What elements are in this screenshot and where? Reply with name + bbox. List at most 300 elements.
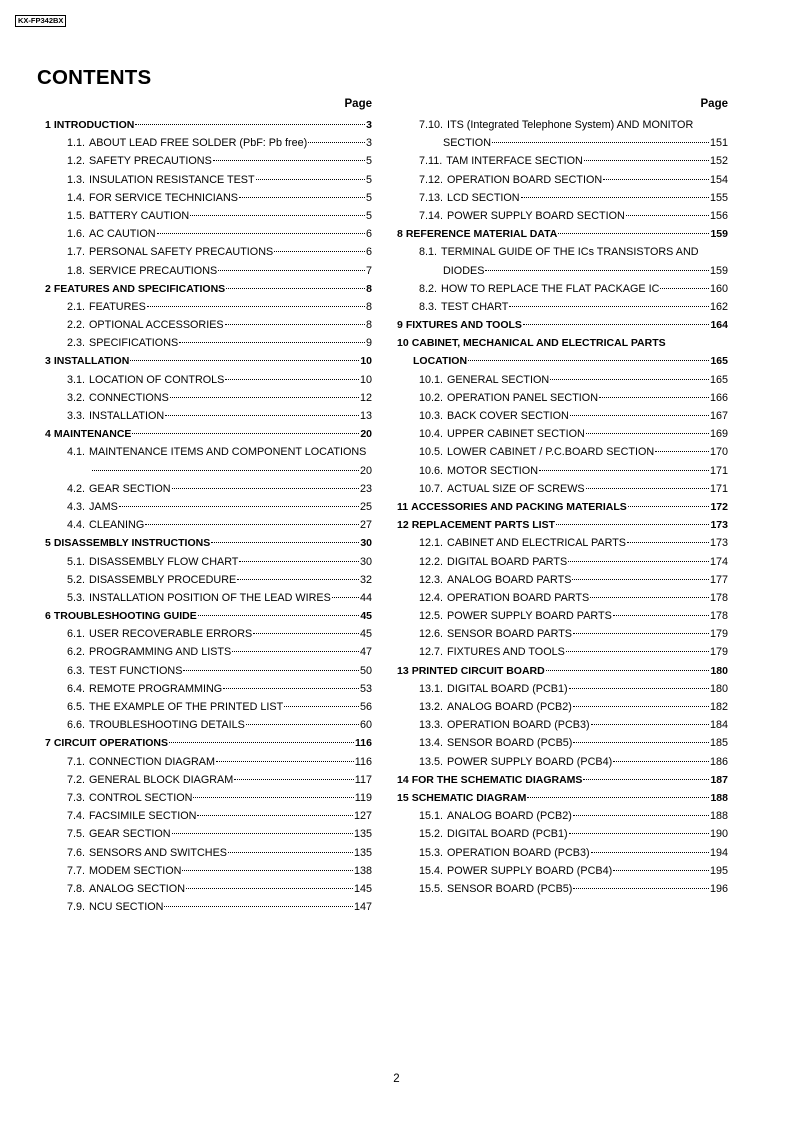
- dot-leader: [182, 870, 353, 871]
- toc-entry-number: 7.11.: [419, 155, 443, 168]
- toc-entry[interactable]: [397, 734, 728, 752]
- toc-entry-page: 6: [365, 228, 372, 241]
- toc-entry[interactable]: [45, 334, 372, 352]
- toc-entry[interactable]: [397, 316, 728, 334]
- toc-entry[interactable]: [397, 425, 728, 443]
- dot-leader: [225, 324, 365, 325]
- toc-entry-number: 10.1.: [419, 373, 444, 386]
- toc-entry-title: UPPER CABINET SECTION: [447, 428, 585, 441]
- dot-leader: [523, 324, 710, 325]
- dot-leader: [216, 761, 354, 762]
- toc-entry-title: TROUBLESHOOTING DETAILS: [89, 719, 245, 732]
- toc-entry[interactable]: [45, 116, 372, 134]
- toc-entry-title: MODEM SECTION: [89, 864, 182, 877]
- toc-entry-title: MAINTENANCE: [53, 428, 132, 441]
- toc-entry[interactable]: [397, 607, 728, 625]
- toc-entry-page: 178: [709, 591, 728, 604]
- toc-entry-number: 1.7.: [67, 246, 86, 259]
- toc-entry[interactable]: [45, 443, 372, 461]
- toc-entry-title: DIGITAL BOARD (PCB1): [447, 828, 568, 841]
- toc-entry[interactable]: [45, 262, 372, 280]
- toc-entry[interactable]: [45, 589, 372, 607]
- toc-entry-title: HOW TO REPLACE THE FLAT PACKAGE IC: [441, 282, 660, 295]
- toc-entry[interactable]: [45, 607, 372, 625]
- dot-leader: [157, 233, 365, 234]
- toc-entry-number: 3.3.: [67, 410, 86, 422]
- toc-entry[interactable]: [45, 407, 372, 425]
- dot-leader: [566, 651, 709, 652]
- toc-entry-page: 7: [365, 264, 372, 277]
- toc-entry-page: 190: [709, 828, 728, 841]
- toc-entry[interactable]: [397, 625, 728, 643]
- dot-leader: [550, 379, 709, 380]
- toc-entry-number: 7.3.: [67, 791, 86, 804]
- toc-entry[interactable]: [45, 189, 372, 207]
- toc-entry[interactable]: [45, 152, 372, 170]
- dot-leader: [570, 415, 709, 416]
- dot-leader: [145, 524, 359, 525]
- toc-entry[interactable]: [397, 862, 728, 880]
- toc-entry[interactable]: [397, 789, 728, 807]
- toc-entry-title: CABINET, MECHANICAL AND ELECTRICAL PARTS: [411, 337, 666, 350]
- toc-entry-title: TEST CHART: [441, 300, 509, 313]
- toc-entry-title: ITS (Integrated Telephone System) AND MONITOR: [447, 119, 694, 131]
- toc-entry[interactable]: [397, 880, 728, 898]
- dot-leader: [119, 506, 359, 507]
- toc-entry[interactable]: [397, 589, 728, 607]
- toc-entry[interactable]: [45, 462, 372, 480]
- toc-left-column: [45, 95, 372, 916]
- toc-entry[interactable]: [397, 225, 728, 243]
- toc-entry[interactable]: [45, 371, 372, 389]
- dot-leader: [172, 488, 359, 489]
- toc-entry[interactable]: [397, 516, 728, 534]
- toc-entry-title: REMOTE PROGRAMMING: [89, 682, 223, 695]
- dot-leader: [591, 724, 709, 725]
- toc-entry-page: 165: [710, 355, 728, 368]
- toc-entry-number: 4.3.: [67, 500, 86, 513]
- toc-entry-number: 7.1.: [67, 755, 86, 768]
- toc-entry-number: 1.6.: [67, 228, 86, 241]
- toc-entry-page: 53: [359, 682, 372, 695]
- toc-entry-page: 32: [359, 573, 372, 586]
- toc-entry-page: 156: [709, 209, 728, 222]
- toc-entry-number: 10: [397, 337, 409, 350]
- toc-entry[interactable]: [397, 480, 728, 498]
- toc-entry-title: FIXTURES AND TOOLS: [447, 646, 565, 659]
- toc-entry-title: ANALOG BOARD (PCB2): [447, 810, 572, 823]
- toc-entry-number: 12.4.: [419, 591, 444, 604]
- toc-entry-page: 9: [365, 337, 372, 350]
- toc-entry-number: 6.3.: [67, 664, 86, 677]
- toc-entry[interactable]: [397, 243, 728, 261]
- toc-entry[interactable]: [397, 571, 728, 589]
- toc-entry-title: INSTALLATION POSITION OF THE LEAD WIRES: [89, 591, 331, 604]
- toc-entry-title: ANALOG BOARD (PCB2): [447, 701, 572, 713]
- toc-entry[interactable]: [45, 880, 372, 898]
- toc-entry-page: 159: [709, 264, 728, 277]
- dot-leader: [225, 379, 359, 380]
- dot-leader: [332, 597, 359, 598]
- toc-entry-page: 164: [710, 319, 728, 332]
- dot-leader: [256, 179, 365, 180]
- toc-entry[interactable]: [45, 352, 372, 370]
- toc-entry[interactable]: [45, 553, 372, 571]
- toc-entry-title: SENSOR BOARD PARTS: [447, 628, 573, 641]
- toc-entry-title: TROUBLESHOOTING GUIDE: [53, 610, 197, 623]
- toc-entry[interactable]: [45, 171, 372, 189]
- toc-entry-title: GENERAL BLOCK DIAGRAM: [89, 773, 234, 786]
- toc-entry[interactable]: [397, 171, 728, 189]
- dot-leader: [232, 651, 359, 652]
- toc-entry-title: FEATURES AND SPECIFICATIONS: [53, 282, 226, 295]
- dot-leader: [485, 270, 709, 271]
- toc-entry-page: 187: [710, 773, 728, 786]
- toc-entry-title: INTRODUCTION: [53, 119, 135, 131]
- toc-entry[interactable]: [45, 316, 372, 334]
- toc-entry[interactable]: [397, 371, 728, 389]
- toc-entry[interactable]: [45, 498, 372, 516]
- dot-leader: [613, 761, 709, 762]
- toc-entry[interactable]: [397, 462, 728, 480]
- toc-entry-number: 4.4.: [67, 519, 86, 532]
- dot-leader: [147, 306, 365, 307]
- toc-entry[interactable]: [45, 716, 372, 734]
- toc-entry-page: 185: [709, 737, 728, 750]
- dot-leader: [468, 360, 709, 361]
- toc-entry-number: 12.5.: [419, 610, 444, 623]
- toc-entry-number: 4.2.: [67, 482, 86, 495]
- toc-entry-number: 1: [45, 119, 51, 131]
- toc-entry-number: 6.4.: [67, 682, 86, 695]
- toc-entry-number: 7.12.: [419, 173, 444, 186]
- toc-entry[interactable]: [45, 280, 372, 298]
- toc-entry-number: 13.4.: [419, 737, 444, 750]
- toc-entry-title: USER RECOVERABLE ERRORS: [89, 628, 253, 641]
- toc-entry[interactable]: [45, 625, 372, 643]
- toc-entry[interactable]: [45, 734, 372, 752]
- toc-entry-number: 3.1.: [67, 373, 86, 386]
- dot-leader: [573, 706, 709, 707]
- dot-leader: [190, 215, 365, 216]
- toc-entry-title: AC CAUTION: [89, 228, 156, 241]
- toc-entry-number: 1.5.: [67, 209, 86, 222]
- toc-entry-title: INSTALLATION: [89, 410, 165, 422]
- toc-entry-title: LOWER CABINET / P.C.BOARD SECTION: [447, 446, 655, 459]
- toc-entry[interactable]: [45, 844, 372, 862]
- toc-entry[interactable]: [397, 753, 728, 771]
- toc-entry[interactable]: [397, 698, 728, 716]
- toc-entry-title: MAINTENANCE ITEMS AND COMPONENT LOCATIONS: [89, 446, 367, 459]
- toc-entry[interactable]: [45, 225, 372, 243]
- toc-entry-page: 155: [709, 191, 728, 204]
- page-title: CONTENTS: [37, 66, 152, 89]
- toc-entry[interactable]: [45, 680, 372, 698]
- toc-entry-number: 1.1.: [67, 137, 86, 150]
- toc-entry-page: 180: [709, 682, 728, 695]
- toc-entry[interactable]: [45, 825, 372, 843]
- dot-leader: [223, 688, 359, 689]
- toc-entry-page: 194: [709, 846, 728, 859]
- toc-entry-number: 6.5.: [67, 701, 86, 713]
- toc-entry-page: 20: [359, 464, 372, 477]
- toc-entry[interactable]: [45, 480, 372, 498]
- toc-entry-page: 195: [709, 864, 728, 877]
- toc-entry-title: GEAR SECTION: [89, 482, 171, 495]
- dot-leader: [628, 506, 710, 507]
- toc-entry-number: 13: [397, 664, 409, 677]
- toc-entry-title: OPERATION PANEL SECTION: [447, 391, 598, 404]
- toc-entry-title: CONNECTIONS: [89, 391, 169, 404]
- toc-entry[interactable]: [45, 207, 372, 225]
- toc-entry-title: PROGRAMMING AND LISTS: [89, 646, 232, 659]
- toc-entry-page: 188: [710, 791, 728, 804]
- dot-leader: [568, 561, 709, 562]
- toc-entry-page: 8: [366, 282, 372, 295]
- dot-leader: [284, 706, 359, 707]
- toc-entry-page: 166: [709, 391, 728, 404]
- toc-entry-page: 13: [359, 410, 372, 422]
- dot-leader: [253, 633, 359, 634]
- dot-leader: [627, 542, 709, 543]
- toc-entry[interactable]: [45, 789, 372, 807]
- toc-entry-title: FACSIMILE SECTION: [89, 810, 197, 823]
- dot-leader: [546, 670, 710, 671]
- dot-leader: [572, 579, 709, 580]
- toc-entry[interactable]: [45, 807, 372, 825]
- toc-entry-title: SENSORS AND SWITCHES: [89, 846, 227, 859]
- toc-entry[interactable]: [45, 662, 372, 680]
- toc-entry-page: 169: [709, 428, 728, 441]
- toc-entry-number: 7.2.: [67, 773, 86, 786]
- toc-entry-number: 9: [397, 319, 403, 332]
- toc-entry[interactable]: [45, 516, 372, 534]
- toc-entry-number: 15.4.: [419, 864, 444, 877]
- toc-entry[interactable]: [397, 807, 728, 825]
- toc-entry[interactable]: [397, 443, 728, 461]
- toc-entry[interactable]: [45, 298, 372, 316]
- toc-entry-number: 13.1.: [419, 682, 444, 695]
- toc-entry-page: 152: [709, 155, 728, 168]
- toc-entry-page: 179: [709, 628, 728, 641]
- toc-entry[interactable]: [397, 553, 728, 571]
- toc-entry-number: 8.2.: [419, 282, 438, 295]
- toc-entry-page: 5: [365, 173, 372, 186]
- toc-entry-title: ANALOG SECTION: [89, 882, 186, 895]
- toc-entry[interactable]: [45, 643, 372, 661]
- toc-entry-number: 7.7.: [67, 864, 86, 877]
- page-column-header: Page: [700, 98, 728, 110]
- toc-entry-page: 3: [365, 137, 372, 150]
- toc-entry-page: 147: [353, 901, 372, 914]
- toc-entry-number: 3.2.: [67, 391, 86, 404]
- toc-entry[interactable]: [45, 534, 372, 552]
- toc-entry[interactable]: [397, 352, 728, 370]
- toc-entry-number: 1.3.: [67, 173, 86, 186]
- toc-entry-page: 162: [709, 300, 728, 313]
- toc-entry-title: DIGITAL BOARD PARTS: [447, 555, 568, 568]
- toc-entry-number: 12.7.: [419, 646, 444, 659]
- page-number: 2: [393, 1073, 400, 1085]
- toc-entry-title: DIODES: [443, 264, 485, 277]
- toc-entry-title: FOR THE SCHEMATIC DIAGRAMS: [411, 773, 583, 786]
- dot-leader: [509, 306, 709, 307]
- toc-entry[interactable]: [397, 662, 728, 680]
- toc-entry-number: 4.1.: [67, 446, 86, 459]
- toc-entry-title: SERVICE PRECAUTIONS: [89, 264, 218, 277]
- toc-entry-page: 50: [359, 664, 372, 677]
- toc-entry-number: 6.6.: [67, 719, 86, 732]
- dot-leader: [613, 870, 709, 871]
- toc-entry-page: 135: [353, 846, 372, 859]
- toc-entry-number: 14: [397, 773, 409, 786]
- toc-entry-page: 167: [709, 410, 728, 422]
- toc-entry[interactable]: [397, 152, 728, 170]
- toc-entry[interactable]: [397, 534, 728, 552]
- dot-leader: [556, 524, 709, 525]
- dot-leader: [527, 797, 709, 798]
- toc-entry-page: 184: [709, 719, 728, 732]
- toc-entry-page: 154: [709, 173, 728, 186]
- toc-entry-page: 186: [709, 755, 728, 768]
- toc-entry[interactable]: [397, 771, 728, 789]
- dot-leader: [558, 233, 709, 234]
- toc-entry-number: 15.2.: [419, 828, 444, 841]
- toc-entry-title: CIRCUIT OPERATIONS: [53, 737, 168, 750]
- toc-entry[interactable]: [397, 334, 728, 352]
- toc-entry-number: 7.14.: [419, 209, 444, 222]
- toc-entry[interactable]: [397, 189, 728, 207]
- toc-entry[interactable]: [397, 498, 728, 516]
- toc-entry-number: 2.1.: [67, 300, 86, 313]
- dot-leader: [274, 251, 365, 252]
- toc-entry[interactable]: [45, 134, 372, 152]
- toc-entry-number: 7.13.: [419, 191, 444, 204]
- dot-leader: [590, 597, 709, 598]
- toc-entry-number: 5.1.: [67, 555, 86, 568]
- toc-entry-page: 182: [709, 701, 728, 713]
- toc-entry-title: SAFETY PRECAUTIONS: [89, 155, 212, 168]
- toc-entry[interactable]: [45, 389, 372, 407]
- dot-leader: [239, 561, 359, 562]
- toc-entry-page: 56: [359, 701, 372, 713]
- toc-entry[interactable]: [397, 298, 728, 316]
- toc-entry-number: 2.2.: [67, 319, 86, 332]
- toc-entry-number: 2.3.: [67, 337, 86, 350]
- toc-entry-page: 119: [354, 791, 372, 804]
- toc-entry-number: 7.9.: [67, 901, 86, 914]
- toc-entry-number: 1.4.: [67, 191, 86, 204]
- toc-entry-number: 12.6.: [419, 628, 444, 641]
- toc-entry-page: 10: [360, 355, 372, 368]
- toc-entry-title: DISASSEMBLY INSTRUCTIONS: [53, 537, 211, 550]
- toc-entry-title: TAM INTERFACE SECTION: [446, 155, 583, 168]
- toc-entry-page: 5: [365, 191, 372, 204]
- toc-entry[interactable]: [45, 243, 372, 261]
- toc-entry-title: JAMS: [89, 500, 118, 513]
- toc-entry[interactable]: [45, 898, 372, 916]
- toc-entry-number: 12.2.: [419, 555, 444, 568]
- toc-entry[interactable]: [397, 825, 728, 843]
- toc-entry-number: 10.2.: [419, 391, 444, 404]
- toc-entry-number: 7.4.: [67, 810, 86, 823]
- toc-entry[interactable]: [397, 407, 728, 425]
- dot-leader: [586, 433, 709, 434]
- toc-entry-number: 3: [45, 355, 51, 368]
- toc-entry-page: 3: [366, 119, 372, 131]
- toc-entry-page: 45: [359, 628, 372, 641]
- toc-entry[interactable]: [397, 680, 728, 698]
- toc-entry[interactable]: [45, 862, 372, 880]
- toc-entry-title: SPECIFICATIONS: [89, 337, 179, 350]
- toc-entry[interactable]: [397, 116, 728, 134]
- toc-entry-title: OPERATION BOARD (PCB3): [447, 846, 590, 859]
- toc-entry-title: DIGITAL BOARD (PCB1): [447, 682, 568, 695]
- toc-entry-page: 179: [709, 646, 728, 659]
- toc-entry-title: SENSOR BOARD (PCB5): [447, 737, 573, 750]
- toc-list: [45, 116, 372, 916]
- toc-entry-title: CABINET AND ELECTRICAL PARTS: [447, 537, 627, 550]
- toc-entry-title: ABOUT LEAD FREE SOLDER (PbF: Pb free): [89, 137, 308, 150]
- toc-entry-page: 25: [359, 500, 372, 513]
- toc-entry-title: OPTIONAL ACCESSORIES: [89, 319, 224, 332]
- toc-entry[interactable]: [45, 571, 372, 589]
- toc-entry[interactable]: [45, 753, 372, 771]
- toc-entry-number: 5: [45, 537, 51, 550]
- toc-entry-page: 196: [709, 882, 728, 895]
- toc-entry-page: 5: [365, 209, 372, 222]
- toc-entry[interactable]: [397, 207, 728, 225]
- toc-entry[interactable]: [397, 716, 728, 734]
- toc-entry[interactable]: [45, 425, 372, 443]
- toc-entry-page: 27: [359, 519, 372, 532]
- toc-entry-title: OPERATION BOARD PARTS: [447, 591, 590, 604]
- toc-list: [397, 116, 728, 898]
- toc-entry-page: 8: [365, 300, 372, 313]
- toc-entry-title: POWER SUPPLY BOARD (PCB4): [447, 755, 613, 768]
- toc-entry[interactable]: [397, 643, 728, 661]
- toc-entry-title: LCD SECTION: [447, 191, 520, 204]
- toc-entry[interactable]: [45, 698, 372, 716]
- toc-entry-number: 10.4.: [419, 428, 444, 441]
- toc-entry-page: 171: [709, 482, 728, 495]
- toc-entry-page: 160: [709, 282, 728, 295]
- toc-entry[interactable]: [397, 389, 728, 407]
- toc-entry-title: BATTERY CAUTION: [89, 209, 190, 222]
- dot-leader: [573, 815, 709, 816]
- toc-entry-page: 177: [709, 573, 728, 586]
- page-column-header: Page: [344, 98, 372, 110]
- toc-entry-title: FEATURES: [89, 300, 146, 313]
- toc-entry-title: LOCATION OF CONTROLS: [89, 373, 225, 386]
- toc-entry-title: PRINTED CIRCUIT BOARD: [411, 664, 545, 677]
- toc-entry[interactable]: [397, 134, 728, 152]
- toc-entry-page: 44: [359, 591, 372, 604]
- toc-entry[interactable]: [397, 844, 728, 862]
- toc-entry-title: BACK COVER SECTION: [447, 410, 569, 422]
- dot-leader: [521, 197, 709, 198]
- toc-entry[interactable]: [397, 280, 728, 298]
- dot-leader: [591, 852, 709, 853]
- toc-entry-title: REFERENCE MATERIAL DATA: [405, 228, 558, 241]
- toc-entry[interactable]: [397, 262, 728, 280]
- toc-entry-title: FIXTURES AND TOOLS: [405, 319, 522, 332]
- dot-leader: [92, 470, 359, 471]
- dot-leader: [132, 433, 359, 434]
- toc-entry-page: 127: [353, 810, 372, 823]
- toc-entry[interactable]: [45, 771, 372, 789]
- toc-entry-page: 116: [354, 755, 372, 768]
